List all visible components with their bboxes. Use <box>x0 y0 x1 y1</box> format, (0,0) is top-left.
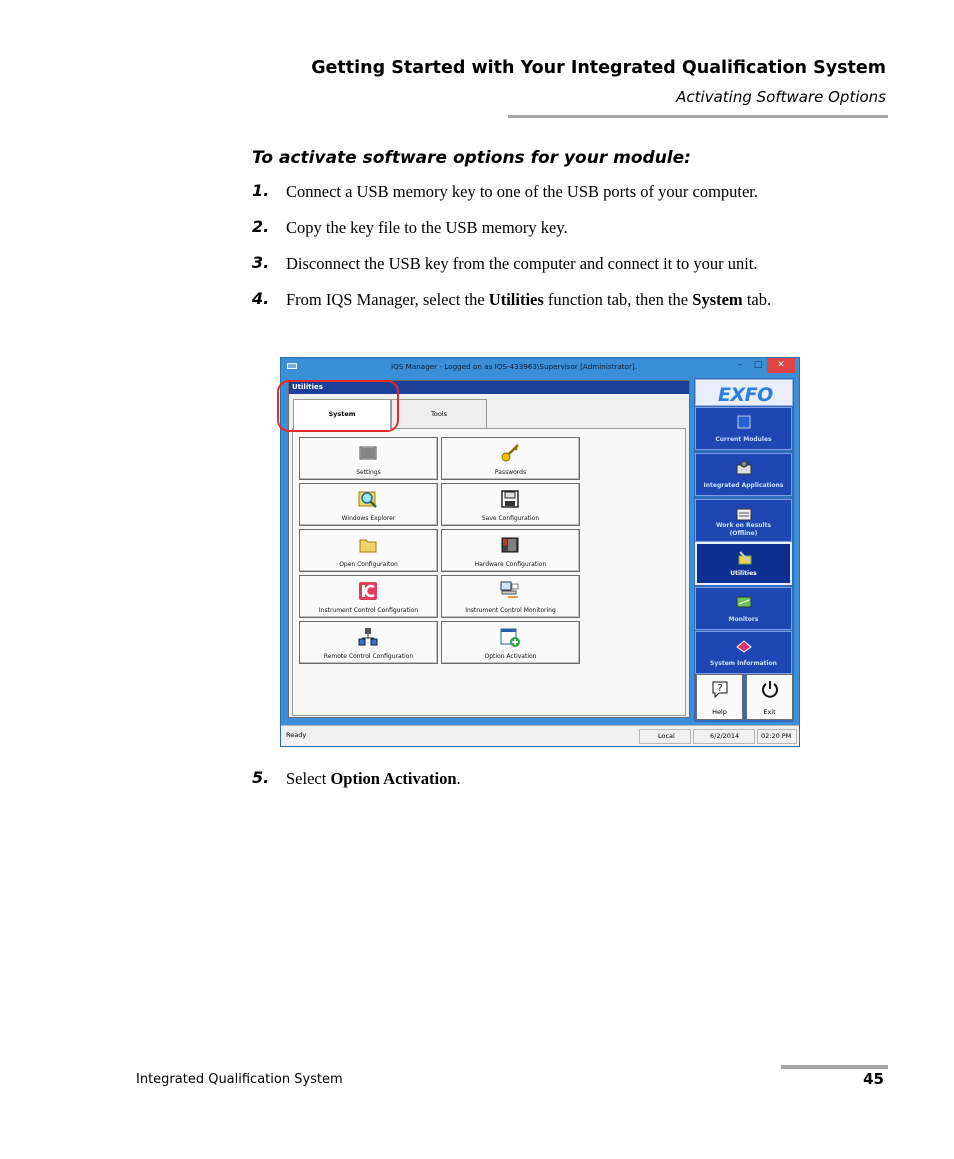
svg-text:?: ? <box>717 683 723 694</box>
button-label: Save Configuration <box>481 515 540 522</box>
nav-system-information[interactable] <box>695 631 792 674</box>
step-text-part: Select <box>286 769 331 788</box>
option-activation-button[interactable] <box>441 621 580 664</box>
applications-icon <box>735 459 753 477</box>
nav-label <box>696 522 791 538</box>
option-activation-term: Option Activation <box>330 769 457 788</box>
close-button[interactable]: ✕ <box>767 358 795 373</box>
footer-rule <box>781 1065 888 1069</box>
nav-utilities[interactable] <box>695 542 792 585</box>
step-text: Disconnect the USB key from the computer and connect it to your unit. <box>286 254 758 273</box>
step-text: Copy the key file to the USB memory key. <box>286 218 568 237</box>
nav-label-line: (Offline) <box>729 530 758 537</box>
window-titlebar <box>281 358 799 375</box>
exit-label: Exit <box>763 708 776 716</box>
button-label: Hardware Configuration <box>474 561 547 568</box>
utilities-icon <box>736 549 754 567</box>
step-text-part: tab. <box>742 290 772 309</box>
monitors-icon <box>735 593 753 611</box>
system-information-icon <box>735 637 753 655</box>
option-activation-icon <box>500 627 520 647</box>
step-number: 1. <box>252 181 270 200</box>
help-button[interactable] <box>696 674 743 720</box>
step-text <box>286 288 892 312</box>
network-icon <box>358 627 378 647</box>
status-time: 02:20 PM <box>757 729 797 744</box>
step-text <box>286 767 892 791</box>
nav-label: Current Modules <box>715 436 772 443</box>
help-icon <box>710 679 730 699</box>
step-text: Connect a USB memory key to one of the USB ports of your computer. <box>286 182 759 201</box>
power-icon <box>760 679 780 699</box>
windows-explorer-button[interactable] <box>299 483 438 526</box>
utilities-term: Utilities <box>488 290 544 309</box>
iqs-manager-window <box>280 357 800 747</box>
nav-label: System Information <box>710 660 777 667</box>
status-date: 6/2/2014 <box>693 729 755 744</box>
nav-monitors[interactable] <box>695 587 792 630</box>
remote-control-configuration-button[interactable] <box>299 621 438 664</box>
key-icon <box>500 443 520 463</box>
button-label: Settings <box>356 469 381 476</box>
help-label: Help <box>712 708 727 716</box>
open-configuration-button[interactable] <box>299 529 438 572</box>
page-number: 45 <box>863 1070 884 1088</box>
step-number: 4. <box>252 289 270 308</box>
button-label: Open Configuraiton <box>339 561 398 568</box>
passwords-button[interactable] <box>441 437 580 480</box>
system-term: System <box>692 290 743 309</box>
button-label: Passwords <box>494 469 527 476</box>
running-header-subtitle: Activating Software Options <box>676 88 886 106</box>
step-text-part: function tab, then the <box>543 290 693 309</box>
logo-box <box>695 379 793 406</box>
floppy-disk-icon <box>500 489 520 509</box>
instrument-control-configuration-button[interactable] <box>299 575 438 618</box>
procedure-title: To activate software options for your module: <box>252 148 691 168</box>
status-mode: Local <box>639 729 691 744</box>
exit-button[interactable] <box>746 674 793 720</box>
button-label: Instrument Control Configuration <box>318 607 419 614</box>
nav-label: Integrated Applications <box>703 482 784 489</box>
monitoring-icon <box>500 581 520 601</box>
magnifier-icon <box>358 489 378 509</box>
running-header-title: Getting Started with Your Integrated Qualification System <box>311 58 886 78</box>
step-number: 3. <box>252 253 270 272</box>
window-title: IQS Manager - Logged on as IQS-433963\Supervisor [Administrator]. <box>391 362 638 371</box>
nav-label-line: Work on Results <box>715 522 772 529</box>
tab-content <box>292 428 686 716</box>
nav-integrated-applications[interactable] <box>695 453 792 496</box>
modules-icon <box>735 413 753 431</box>
hardware-icon <box>500 535 520 555</box>
minimize-button[interactable]: – <box>737 360 743 370</box>
nav-work-on-results[interactable] <box>695 499 792 542</box>
button-label: Option Activation <box>484 653 537 660</box>
system-menu-icon[interactable] <box>287 363 297 369</box>
step-number: 5. <box>252 768 270 787</box>
panel-title: Utilities <box>289 381 689 394</box>
hardware-configuration-button[interactable] <box>441 529 580 572</box>
button-label: Windows Explorer <box>341 515 396 522</box>
nav-label: Monitors <box>728 616 759 623</box>
tab-system[interactable]: System <box>293 399 391 430</box>
save-configuration-button[interactable] <box>441 483 580 526</box>
maximize-button[interactable]: □ <box>753 360 763 370</box>
settings-button[interactable] <box>299 437 438 480</box>
button-label: Remote Control Configuration <box>323 653 414 660</box>
exfo-logo: EXFO <box>718 384 773 406</box>
header-rule <box>508 115 888 118</box>
footer-product: Integrated Qualification System <box>136 1072 343 1087</box>
results-icon <box>735 505 753 523</box>
folder-icon <box>358 535 378 555</box>
nav-current-modules[interactable] <box>695 407 792 450</box>
button-label: Instrument Control Monitoring <box>465 607 556 614</box>
status-ready: Ready <box>286 731 307 739</box>
nav-label: Utilities <box>730 570 757 577</box>
instrument-control-monitoring-button[interactable] <box>441 575 580 618</box>
status-bar <box>281 725 799 746</box>
ic-icon <box>358 581 378 601</box>
settings-icon <box>358 443 378 463</box>
function-sidebar <box>694 378 794 722</box>
step-number: 2. <box>252 217 270 236</box>
step-text-part: . <box>456 769 461 788</box>
tab-tools[interactable]: Tools <box>391 399 487 429</box>
step-text-part: From IQS Manager, select the <box>286 290 489 309</box>
